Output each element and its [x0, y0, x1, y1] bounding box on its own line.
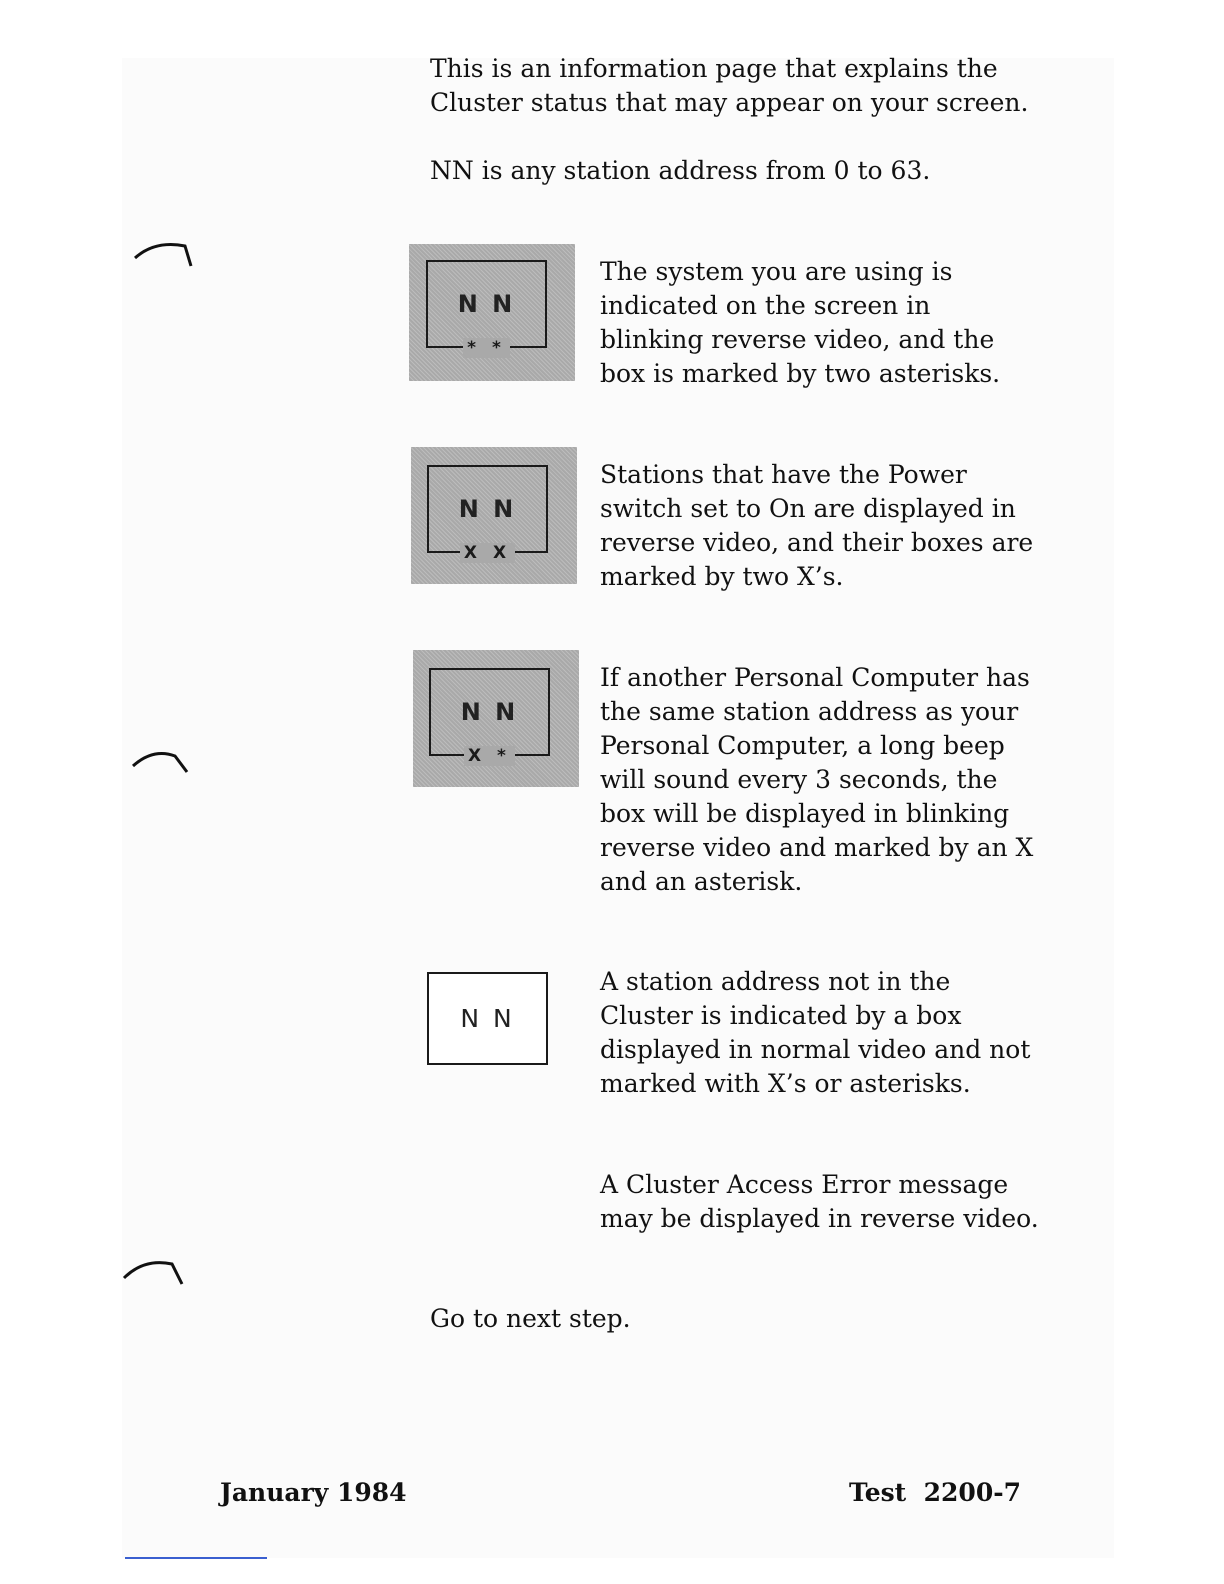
station-label: N N: [460, 1004, 515, 1033]
status-description: Stations that have the Power switch set to On are displayed in reverse video, and their boxes are marked by two X’s.: [600, 460, 1034, 591]
binder-hole-mark: [133, 240, 203, 274]
station-status-example-blinking: [409, 244, 575, 381]
station-status-example-duplicate: [413, 650, 579, 787]
footer-page-id: Test 2200-7: [848, 1478, 1021, 1507]
error-note: A Cluster Access Error message may be displayed in reverse video.: [600, 1170, 1039, 1233]
station-label: N N: [457, 290, 516, 318]
next-step-instruction: Go to next step.: [430, 1304, 631, 1333]
station-box: [426, 260, 547, 358]
status-marker: X *: [464, 746, 515, 766]
binder-hole-mark: [122, 1258, 192, 1292]
station-status-example-normal: [427, 972, 548, 1065]
footer-date: January 1984: [220, 1478, 407, 1507]
station-box: [429, 668, 550, 766]
status-marker: * *: [463, 338, 510, 358]
intro-paragraph: This is an information page that explains the Cluster status that may appear on your screen.: [430, 54, 1029, 117]
nn-definition: NN is any station address from 0 to 63.: [430, 156, 931, 185]
binder-hole-mark: [131, 748, 201, 782]
status-description: A station address not in the Cluster is indicated by a box displayed in normal video and not marked with X’s or asterisks.: [600, 967, 1031, 1098]
status-marker: X X: [460, 543, 515, 563]
status-description: If another Personal Computer has the same station address as your Personal Computer, a long beep will sound every 3 seconds, the box will be displayed in blinking reverse video and marked by an X and an asterisk.: [600, 663, 1034, 896]
station-label: N N: [458, 495, 517, 523]
station-label: N N: [460, 698, 519, 726]
station-box: [427, 465, 548, 563]
divider: [125, 1557, 267, 1559]
station-status-example-powered: [411, 447, 577, 584]
status-description: The system you are using is indicated on the screen in blinking reverse video, and the box is marked by two asterisks.: [600, 257, 1001, 388]
